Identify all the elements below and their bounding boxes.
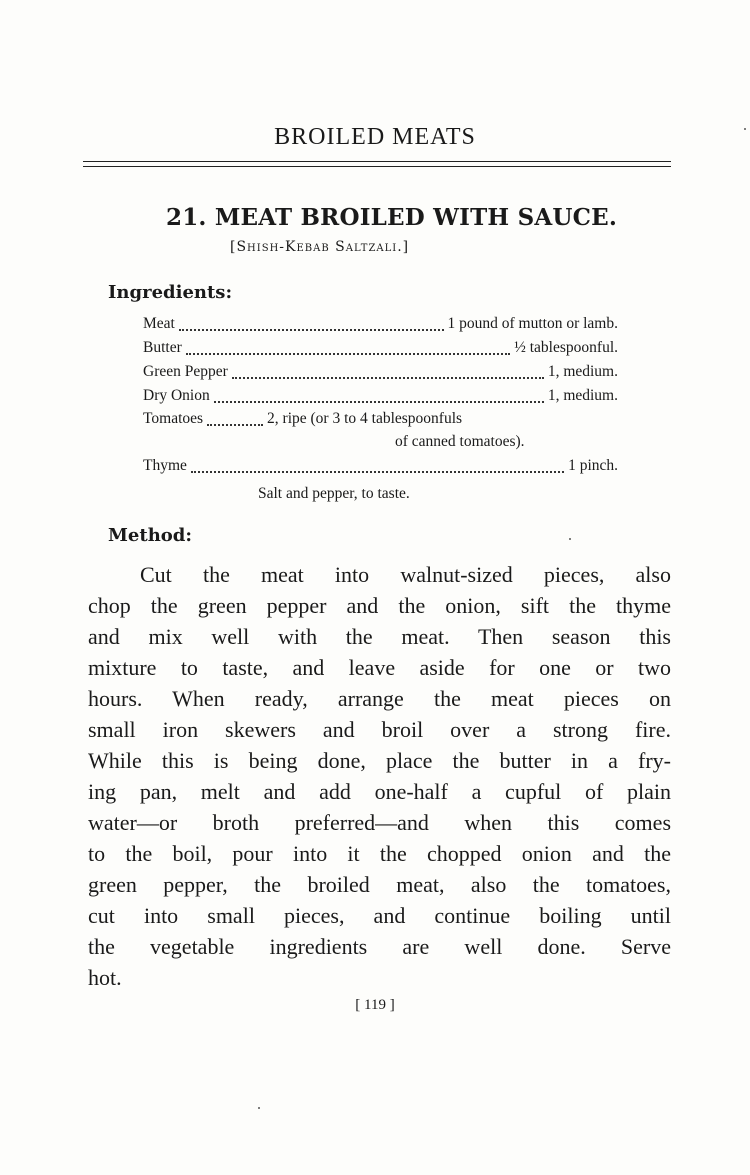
ingredient-name: Tomatoes (143, 410, 204, 427)
method-line: small iron skewers and broil over a strong fire. (88, 717, 671, 742)
header-rule-top (83, 161, 671, 162)
leader-dots (186, 353, 511, 355)
method-line: While this is being done, place the butter in a fry- (88, 748, 671, 773)
header-rule-bottom (83, 166, 671, 167)
method-line: hot. (88, 965, 122, 990)
recipe-title: 21. MEAT BROILED WITH SAUCE. (166, 204, 618, 231)
ingredient-row (143, 339, 618, 361)
ingredient-name: Green Pepper (143, 363, 228, 380)
ingredient-quantity: 1 pound of mutton or lamb. (447, 315, 618, 332)
method-line: to the boil, pour into it the chopped onion and the (88, 841, 671, 866)
method-line: chop the green pepper and the onion, sift the thyme (88, 593, 671, 618)
ingredient-quantity: 1, medium. (547, 387, 618, 404)
leader-dots (179, 329, 444, 331)
ingredient-row (143, 410, 618, 432)
ingredient-name: Dry Onion (143, 387, 210, 404)
method-line: mixture to taste, and leave aside for one or two (88, 655, 671, 680)
method-line: Cut the meat into walnut-sized pieces, also (140, 562, 671, 587)
leader-dots (207, 424, 263, 426)
ingredient-name: Thyme (143, 457, 187, 474)
ingredient-name: Butter (143, 339, 182, 356)
method-line: hours. When ready, arrange the meat pieces on (88, 686, 671, 711)
scan-speck (258, 1107, 260, 1109)
scan-speck (569, 538, 571, 540)
scan-speck (744, 128, 746, 130)
method-line: ing pan, melt and add one-half a cupful of plain (88, 779, 671, 804)
method-line: water—or broth preferred—and when this comes (88, 810, 671, 835)
ingredient-row (143, 387, 618, 409)
leader-dots (191, 471, 564, 473)
ingredient-name: Meat (143, 315, 175, 332)
method-line: green pepper, the broiled meat, also the tomatoes, (88, 872, 671, 897)
ingredient-row (143, 363, 618, 385)
ingredient-quantity: 2, ripe (or 3 to 4 tablespoonfuls (267, 410, 463, 427)
recipe-subtitle: [Shish-Kebab Saltzali.] (230, 239, 410, 255)
leader-dots (214, 401, 544, 403)
ingredient-quantity: 1 pinch. (568, 457, 618, 474)
running-head: BROILED MEATS (274, 124, 476, 150)
method-line: cut into small pieces, and continue boiling until (88, 903, 671, 928)
page-number: [ 119 ] (355, 997, 395, 1013)
ingredient-quantity: 1, medium. (547, 363, 618, 380)
method-line: the vegetable ingredients are well done. Serve (88, 934, 671, 959)
seasoning-note: Salt and pepper, to taste. (258, 485, 410, 502)
ingredient-row (143, 315, 618, 337)
ingredient-continuation: of canned tomatoes). (395, 433, 525, 450)
ingredients-heading: Ingredients: (108, 282, 233, 303)
ingredient-row (143, 457, 618, 479)
leader-dots (232, 377, 544, 379)
method-heading: Method: (108, 525, 193, 546)
method-line: and mix well with the meat. Then season this (88, 624, 671, 649)
ingredient-quantity: ½ tablespoonful. (514, 339, 618, 356)
